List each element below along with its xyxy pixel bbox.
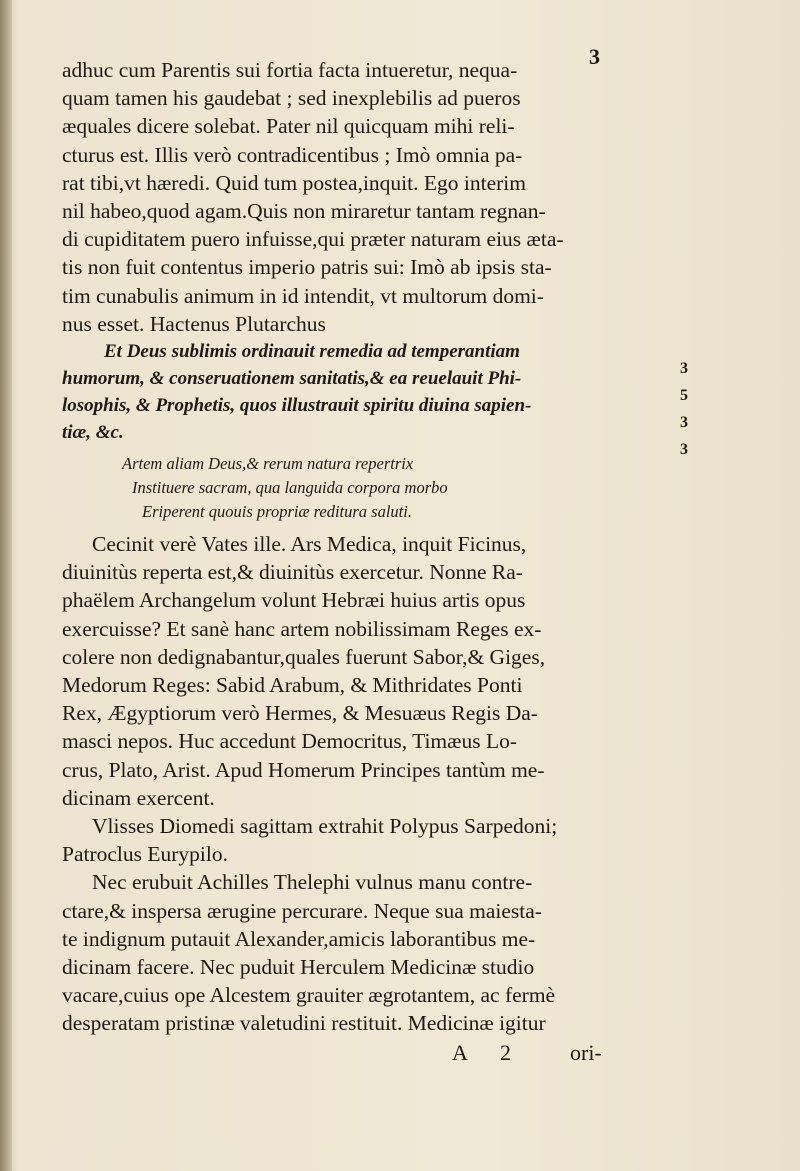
page-text xyxy=(62,56,662,1038)
text-line: di cupiditatem puero infuisse,qui præter naturam eius æta- xyxy=(62,227,564,252)
text-line: Rex, Ægyptiorum verò Hermes, & Mesuæus Regis Da- xyxy=(62,701,538,726)
verse-line: Instituere sacram, qua languida corpora morbo xyxy=(132,478,448,498)
text-line: Medorum Reges: Sabid Arabum, & Mithridates Ponti xyxy=(62,673,523,698)
margin-mark: 5 xyxy=(680,387,688,404)
text-line: tim cunabulis animum in id intendit, vt multorum domi- xyxy=(62,283,544,308)
text-line: desperatam pristinæ valetudini restituit. Medicinæ igitur xyxy=(62,1011,546,1036)
text-line: colere non dedignabantur,quales fuerunt Sabor,& Giges, xyxy=(62,644,546,669)
text-line: Vlisses Diomedi sagittam extrahit Polypus Sarpedoni; xyxy=(92,814,558,839)
text-line: dicinam exercent. xyxy=(62,785,215,810)
text-line: dicinam facere. Nec puduit Herculem Medicinæ studio xyxy=(62,955,535,980)
signature-number: 2 xyxy=(500,1040,511,1065)
text-line: Cecinit verè Vates ille. Ars Medica, inquit Ficinus, xyxy=(92,532,527,557)
text-line: æquales dicere solebat. Pater nil quicquam mihi reli- xyxy=(62,114,515,139)
italic-quote-line: tiæ, &c. xyxy=(62,422,124,444)
margin-mark: 3 xyxy=(680,360,688,377)
verse-line: Eriperent quouis propriæ reditura saluti. xyxy=(142,502,412,522)
text-line: masci nepos. Huc accedunt Democritus, Timæus Lo- xyxy=(62,729,518,754)
text-line: crus, Plato, Arist. Apud Homerum Principes tantùm me- xyxy=(62,757,545,782)
text-line: cturus est. Illis verò contradicentibus ; Imò omnia pa- xyxy=(62,142,523,167)
italic-quote-line: humorum, & conseruationem sanitatis,& ea reuelauit Phi- xyxy=(62,368,522,390)
text-line: Patroclus Eurypilo. xyxy=(62,842,229,867)
page-number: 3 xyxy=(589,44,600,69)
text-line: vacare,cuius ope Alcestem grauiter ægrotantem, ac fermè xyxy=(62,983,556,1008)
margin-mark: 3 xyxy=(680,441,688,458)
binding-gutter xyxy=(0,0,12,1171)
text-line: adhuc cum Parentis sui fortia facta intueretur, nequa- xyxy=(62,58,518,82)
text-line: exercuisse? Et sanè hanc artem nobilissimam Reges ex- xyxy=(62,616,542,641)
text-line: phaëlem Archangelum volunt Hebræi huius artis opus xyxy=(62,588,526,613)
text-line: tis non fuit contentus imperio patris sui: Imò ab ipsis sta- xyxy=(62,255,552,280)
text-line: ctare,& inspersa ærugine percurare. Neque sua maiesta- xyxy=(62,898,542,923)
text-line: quam tamen his gaudebat ; sed inexplebilis ad pueros xyxy=(62,86,521,111)
text-line: Nec erubuit Achilles Thelephi vulnus manu contre- xyxy=(92,870,533,895)
italic-quote-line: Et Deus sublimis ordinauit remedia ad temperantiam xyxy=(104,341,520,363)
text-line: diuinitùs reperta est,& diuinitùs exercetur. Nonne Ra- xyxy=(62,560,523,585)
text-line: te indignum putauit Alexander,amicis laborantibus me- xyxy=(62,926,536,951)
text-line: nil habeo,quod agam.Quis non miraretur tantam regnan- xyxy=(62,199,546,224)
margin-mark: 3 xyxy=(680,414,688,431)
text-line: rat tibi,vt hæredi. Quid tum postea,inquit. Ego interim xyxy=(62,170,526,195)
text-line: nus esset. Hactenus Plutarchus xyxy=(62,311,326,336)
signature-mark: A xyxy=(452,1040,468,1065)
margin-marks xyxy=(680,355,700,463)
italic-quote-line: losophis, & Prophetis, quos illustrauit spiritu diuina sapien- xyxy=(62,395,532,417)
catchword: ori- xyxy=(570,1040,602,1065)
verse-line: Artem aliam Deus,& rerum natura repertrix xyxy=(122,454,414,474)
